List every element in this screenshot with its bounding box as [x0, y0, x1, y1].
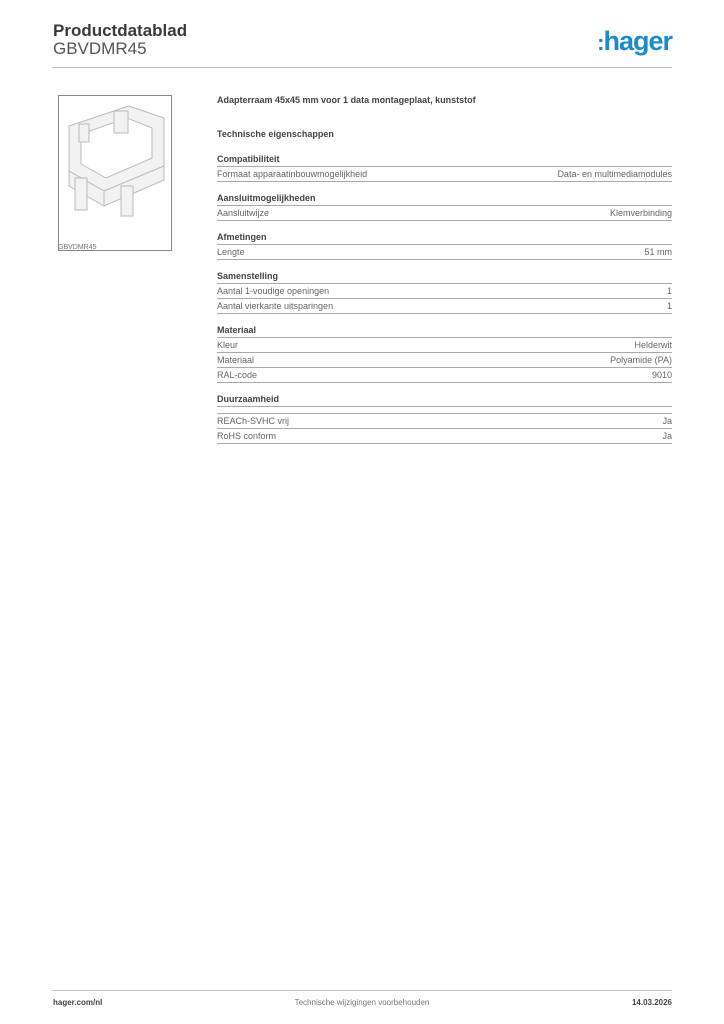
- footer-disclaimer: Technische wijzigingen voorbehouden: [294, 998, 430, 1007]
- tech-heading: Technische eigenschappen: [217, 129, 334, 139]
- spec-row: [217, 429, 672, 444]
- section-spacer: [217, 407, 672, 414]
- document-title: Productdatablad: [53, 21, 188, 40]
- spec-row: [217, 299, 672, 314]
- section-heading: Afmetingen: [217, 232, 672, 245]
- spec-row: [217, 167, 672, 182]
- section-heading: Compatibiliteit: [217, 154, 672, 167]
- spec-value: 9010: [651, 370, 672, 380]
- spec-label: Kleur: [217, 340, 239, 350]
- spec-row: [217, 284, 672, 299]
- spec-row: [217, 368, 672, 383]
- product-code: GBVDMR45: [53, 39, 147, 58]
- footer-website[interactable]: hager.com/nl: [53, 998, 103, 1007]
- spec-label: RAL-code: [217, 370, 258, 380]
- section-heading: Aansluitmogelijkheden: [217, 193, 672, 206]
- spec-value: Polyamide (PA): [610, 355, 672, 365]
- spec-row: [217, 353, 672, 368]
- product-description: Adapterraam 45x45 mm voor 1 data montageplaat, kunststof: [217, 95, 476, 105]
- header-divider: [52, 67, 672, 68]
- spec-label: Aantal 1-voudige openingen: [217, 286, 330, 296]
- hager-logo: :hager: [597, 26, 672, 56]
- spec-value: 1: [666, 301, 672, 311]
- spec-row: [217, 414, 672, 429]
- spec-value: Data- en multimediamodules: [557, 169, 672, 179]
- spec-value: 51 mm: [644, 247, 672, 257]
- spec-label: RoHS conform: [217, 431, 277, 441]
- spec-label: Aantal vierkante uitsparingen: [217, 301, 334, 311]
- logo-text: hager: [603, 26, 672, 56]
- footer-divider: [52, 990, 672, 991]
- footer-date: 14.03.2026: [631, 998, 672, 1007]
- spec-row: [217, 245, 672, 260]
- spec-value: 1: [666, 286, 672, 296]
- spec-value: Helderwit: [634, 340, 672, 350]
- product-image: [58, 95, 172, 251]
- spec-label: Aansluitwijze: [217, 208, 270, 218]
- image-caption: GBVDMR45: [58, 244, 97, 251]
- section-heading: Materiaal: [217, 325, 672, 338]
- spec-label: REACh-SVHC vrij: [217, 416, 290, 426]
- spec-value: Ja: [662, 416, 672, 426]
- spec-row: [217, 338, 672, 353]
- spec-label: Lengte: [217, 247, 245, 257]
- spec-label: Materiaal: [217, 355, 255, 365]
- spec-value: Klemverbinding: [609, 208, 672, 218]
- section-heading: Samenstelling: [217, 271, 672, 284]
- product-details: [217, 95, 672, 444]
- section-heading: Duurzaamheid: [217, 394, 672, 407]
- spec-label: Formaat apparaatinbouwmogelijkheid: [217, 169, 368, 179]
- spec-row: [217, 206, 672, 221]
- spec-value: Ja: [662, 431, 672, 441]
